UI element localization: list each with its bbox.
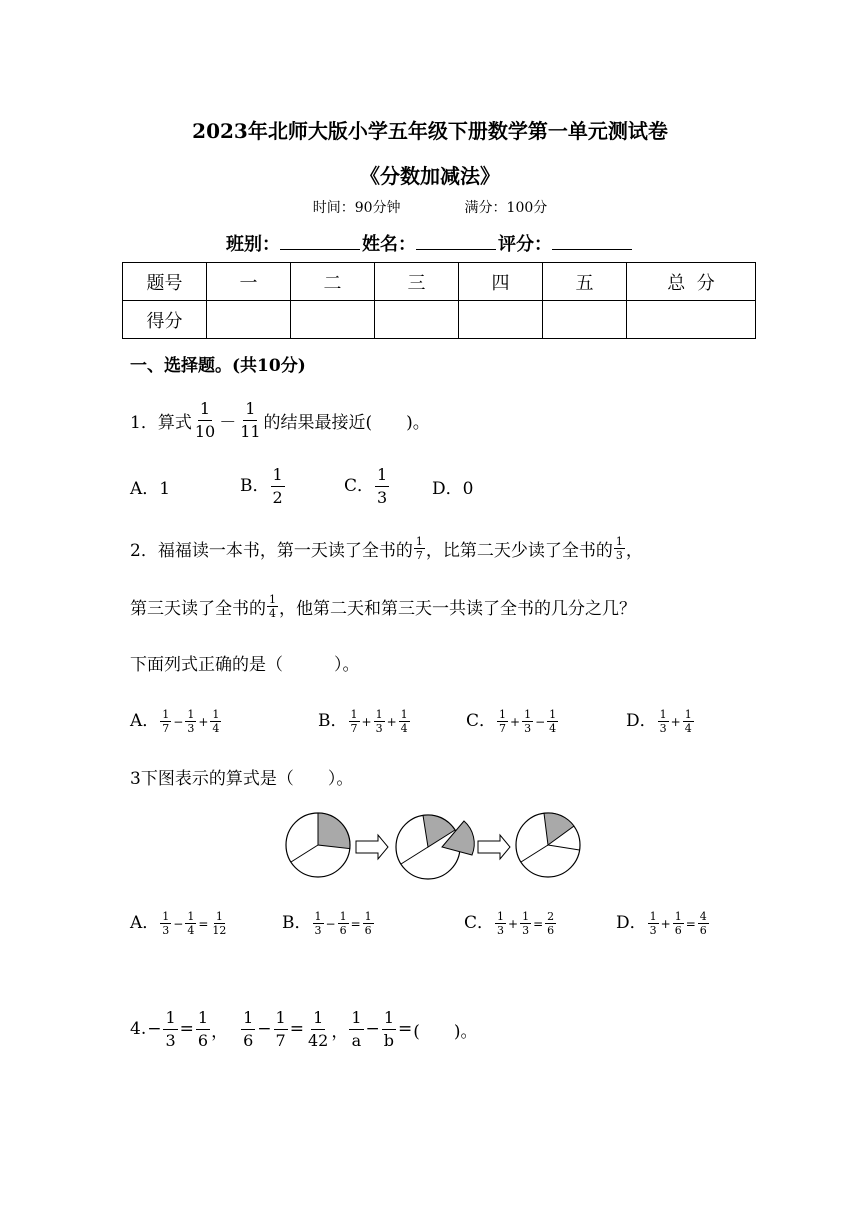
option-a[interactable]: A．1 xyxy=(130,478,171,499)
question-1 xyxy=(130,398,430,442)
table-cell: 五 xyxy=(543,263,627,301)
score-table-header-row xyxy=(123,263,756,301)
operator: － xyxy=(219,412,237,433)
table-cell: 二 xyxy=(291,263,375,301)
question-2-line-1 xyxy=(130,530,643,566)
fraction: $\frac{1}{7}$ xyxy=(415,534,423,562)
student-info-line xyxy=(0,230,860,256)
question-3-options xyxy=(130,904,710,940)
full-score: 满分：100分 xyxy=(464,200,548,216)
fraction: $\frac{1}{3}$ xyxy=(377,464,388,507)
table-cell: 题号 xyxy=(123,263,207,301)
option-a[interactable]: A． $\frac{1}{7}$ − $\frac{1}{3}$ + $\frac{1}{4}$ xyxy=(130,708,220,735)
score-cell[interactable] xyxy=(375,301,459,339)
pie-diagram xyxy=(280,805,590,885)
score-table xyxy=(122,262,756,339)
option-d[interactable]: D．0 xyxy=(432,478,474,499)
question-4: 4. − $\frac{1}{3}$ = $\frac{1}{6}$ ， $\frac{1}{6}$ − $\frac{1}{7}$ = $\frac{1}{42}$ ， $\frac{1}{a}$ − $\frac{1}{b}$ = ( )。 xyxy=(130,1007,478,1050)
table-cell: 四 xyxy=(459,263,543,301)
grade-label: 评分： xyxy=(498,234,552,255)
fraction: $\frac{1}{6}$ xyxy=(243,1007,254,1050)
fraction: $\frac{1}{2}$ xyxy=(272,464,283,507)
option-a[interactable]: A． $\frac{1}{3}$ − $\frac{1}{4}$ = $\frac{1}{12}$ xyxy=(130,910,227,937)
fraction: $\frac{1}{11}$ xyxy=(240,398,261,441)
question-text: 4. xyxy=(130,1019,147,1039)
fraction: $\frac{1}{10}$ xyxy=(194,398,216,441)
question-2-line-2 xyxy=(130,588,636,624)
question-text: ，他第二天和第三天一共读了全书的几分之几？ xyxy=(279,598,636,619)
option-b[interactable]: B． $\frac{1}{7}$ + $\frac{1}{3}$ + $\frac{1}{4}$ xyxy=(318,708,408,735)
pie-split xyxy=(396,815,474,879)
grade-blank[interactable] xyxy=(552,231,632,250)
arrow-right-icon xyxy=(356,835,388,859)
question-text: 的结果最接近( )。 xyxy=(263,412,430,433)
arrow-right-icon xyxy=(478,835,510,859)
class-blank[interactable] xyxy=(280,231,360,250)
fraction: $\frac{1}{a}$ xyxy=(351,1007,362,1050)
fraction: $\frac{1}{42}$ xyxy=(307,1007,329,1050)
page-title: 2023年北师大版小学五年级下册数学第一单元测试卷 xyxy=(192,119,668,143)
question-text: ， xyxy=(625,540,643,561)
option-b[interactable]: B． $\frac{1}{2}$ xyxy=(240,464,283,507)
pie-whole xyxy=(286,813,350,877)
score-cell[interactable] xyxy=(459,301,543,339)
score-cell[interactable] xyxy=(291,301,375,339)
name-blank[interactable] xyxy=(416,231,496,250)
question-text: ，比第二天少读了全书的 xyxy=(425,540,613,561)
fraction: $\frac{1}{4}$ xyxy=(269,592,276,620)
section-heading: 一、选择题。(共10分) xyxy=(130,356,306,376)
table-cell: 得分 xyxy=(123,301,207,339)
option-d[interactable]: D． $\frac{1}{3}$ + $\frac{1}{6}$ = $\frac{4}{6}$ xyxy=(616,910,707,937)
option-b[interactable]: B． $\frac{1}{3}$ − $\frac{1}{6}$ = $\frac{1}{6}$ xyxy=(282,910,372,937)
score-table-score-row xyxy=(123,301,756,339)
score-cell[interactable] xyxy=(207,301,291,339)
question-3: 3下图表示的算式是（ ）。 xyxy=(130,769,354,789)
question-2-options xyxy=(130,702,695,738)
option-c[interactable]: C． $\frac{1}{3}$ xyxy=(344,464,388,507)
answer-blank[interactable]: ( )。 xyxy=(413,1021,478,1042)
score-cell[interactable] xyxy=(543,301,627,339)
option-d[interactable]: D． $\frac{1}{3}$ + $\frac{1}{4}$ xyxy=(626,708,692,735)
fraction: $\frac{1}{7}$ xyxy=(275,1007,286,1050)
option-c[interactable]: C． $\frac{1}{7}$ + $\frac{1}{3}$ − $\frac{1}{4}$ xyxy=(466,708,557,735)
question-text: 第三天读了全书的 xyxy=(130,598,266,619)
fraction: $\frac{1}{3}$ xyxy=(615,534,623,562)
table-cell: 一 xyxy=(207,263,291,301)
name-label: 姓名： xyxy=(362,234,416,255)
question-2-line-3: 下面列式正确的是（ ）。 xyxy=(130,655,360,675)
pie-result xyxy=(516,813,580,877)
fraction: $\frac{1}{b}$ xyxy=(383,1007,395,1050)
time-limit: 时间：90分钟 xyxy=(312,200,401,216)
question-1-options xyxy=(130,463,473,509)
option-c[interactable]: C． $\frac{1}{3}$ + $\frac{1}{3}$ = $\frac{2}{6}$ xyxy=(464,910,555,937)
score-cell[interactable] xyxy=(627,301,756,339)
fraction: $\frac{1}{6}$ xyxy=(197,1007,209,1050)
exam-meta xyxy=(0,197,860,217)
question-text: 1．算式 xyxy=(130,412,192,433)
fraction: $\frac{1}{3}$ xyxy=(165,1007,176,1050)
question-text: 2．福福读一本书，第一天读了全书的 xyxy=(130,540,413,561)
table-cell: 总 分 xyxy=(627,263,756,301)
class-label: 班别： xyxy=(226,234,280,255)
table-cell: 三 xyxy=(375,263,459,301)
page-subtitle: 《分数加减法》 xyxy=(360,164,500,188)
